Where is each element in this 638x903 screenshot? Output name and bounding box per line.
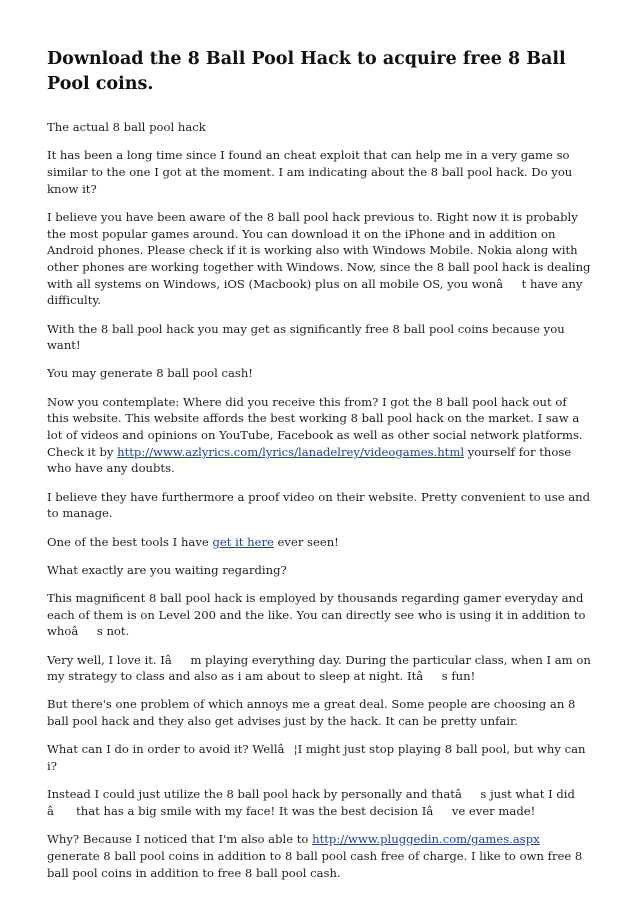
paragraph: You may generate 8 ball pool cash! [47, 366, 253, 381]
paragraph [47, 831, 592, 881]
paragraph [47, 534, 592, 551]
paragraph: Very well, I love it. Iâm playing everything day. During the particular class, when I am on my strategy to class and also as i am about to sleep at night. Itâs fun! [47, 652, 591, 684]
paragraph-text: ever seen! [273, 534, 339, 549]
paragraph: What can I do in order to avoid it? Wellâ¦I might just stop playing 8 ball pool, but why can i? [47, 742, 586, 774]
paragraph: This magnificent 8 ball pool hack is employed by thousands regarding gamer everyday and each of them is on Level 200 and the like. You can directly see who is using it in addition to whoâs not. [47, 590, 586, 639]
paragraph-text: yourself for those who have any doubts. [47, 444, 572, 476]
paragraph-text: generate 8 ball pool coins in addition to 8 ball pool cash free of charge. I like to own free 8 ball pool coins in addition to free 8 ball pool cash. [47, 848, 583, 880]
paragraph: But there's one problem of which annoys me a great deal. Some people are choosing an 8 ball pool hack and they also get advises just by the hack. It can be pretty unfair. [47, 697, 576, 729]
paragraph: I believe you have been aware of the 8 ball pool hack previous to. Right now it is probably the most popular games around. You can download it on the iPhone and in addition on Android phones. Please check if it is working also with Windows Mobile. Nokia along with other phones are working together with Windows. Now, since the 8 ball pool hack is dealing with all systems on Windows, iOS (Macbook) plus on all mobile OS, you wonât have any difficulty. [47, 209, 591, 308]
paragraph: It has been a long time since I found an cheat exploit that can help me in a very game so similar to the one I got at the moment. I am indicating about the 8 ball pool hack. Do you know it? [47, 148, 573, 196]
pluggedin-link[interactable]: http://www.pluggedin.com/games.aspx [312, 832, 540, 847]
paragraph-text: Now you contemplate: Where did you receive this from? I got the 8 ball pool hack out of this website. This website affords the best working 8 ball pool hack on the market. I saw a lot of videos and opinions on YouTube, Facebook as well as other social network platforms. Check it by [47, 394, 583, 459]
paragraph [47, 394, 592, 478]
paragraph: I believe they have furthermore a proof video on their website. Pretty convenient to use and to manage. [47, 489, 591, 521]
azlyrics-link[interactable]: http://www.azlyrics.com/lyrics/lanadelrey/videogames.html [117, 444, 465, 459]
paragraph-subtitle: The actual 8 ball pool hack [47, 120, 206, 134]
document-title: Download the 8 Ball Pool Hack to acquire free 8 Ball Pool coins. [47, 49, 566, 94]
paragraph-text: Why? Because I noticed that I'm also able to [47, 832, 313, 847]
paragraph: With the 8 ball pool hack you may get as significantly free 8 ball pool coins because you want! [47, 321, 565, 353]
paragraph: What exactly are you waiting regarding? [47, 562, 287, 577]
paragraph-text: One of the best tools I have [47, 534, 213, 549]
paragraph: Instead I could just utilize the 8 ball pool hack by personally and thatâs just what I did â that has a big smile with my face! It was the best decision Iâve ever made! [47, 787, 575, 818]
get-it-here-link[interactable]: get it here [212, 534, 274, 549]
